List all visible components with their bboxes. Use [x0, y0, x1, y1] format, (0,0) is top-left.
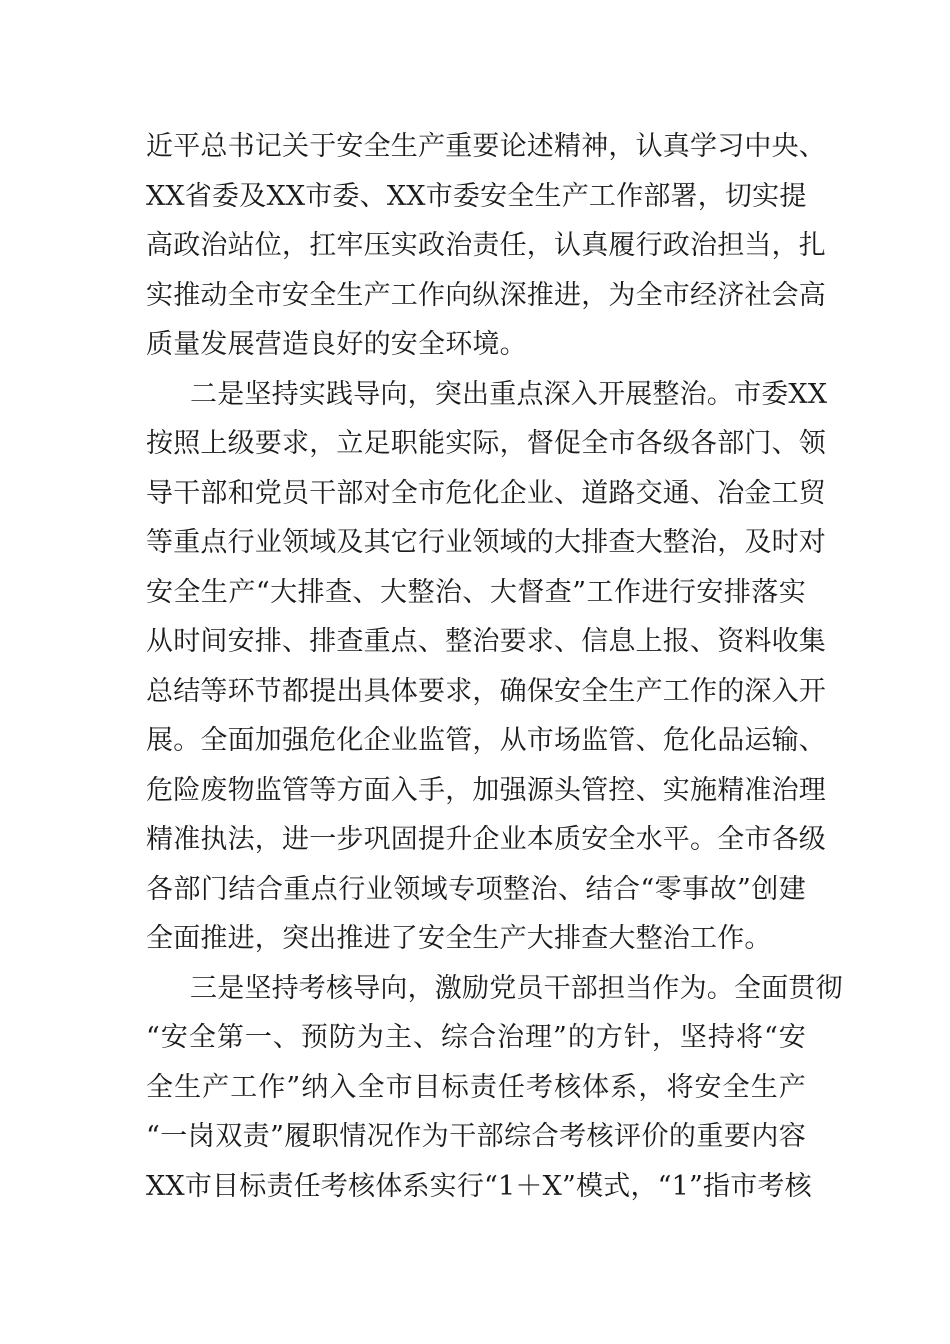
document-body — [146, 122, 843, 1211]
text-line: 安全生产“大排查、大整治、大督查”工作进行安排落实 — [146, 576, 806, 608]
text-line: 按照上级要求，立足职能实际，督促全市各级各部门、领 — [146, 428, 826, 459]
text-line: “一岗双责”履职情况作为干部综合考核评价的重要内容 — [146, 1121, 806, 1152]
text-line: 展。全面加强危化企业监管，从市场监管、危化品运输、 — [146, 725, 826, 756]
text-line: 三是坚持考核导向，激励党员干部担当作为。全面贯彻 — [190, 972, 843, 1004]
text-line: 实推动全市安全生产工作向纵深推进，为全市经济社会高 — [146, 279, 826, 311]
text-line: 二是坚持实践导向，突出重点深入开展整治。市委XX — [190, 378, 828, 410]
text-line: 各部门结合重点行业领域专项整治、结合“零事故”创建 — [146, 873, 806, 905]
text-line: XX省委及XX市委、XX市委安全生产工作部署，切实提 — [146, 180, 807, 212]
text-line: 导干部和党员干部对全市危化企业、道路交通、冶金工贸 — [146, 477, 826, 509]
text-line: 等重点行业领域及其它行业领域的大排查大整治，及时对 — [146, 527, 826, 558]
text-line: 精准执法，进一步巩固提升企业本质安全水平。全市各级 — [146, 824, 826, 855]
text-line: 总结等环节都提出具体要求，确保安全生产工作的深入开 — [146, 675, 826, 707]
text-line: 全生产工作”纳入全市目标责任考核体系，将安全生产 — [146, 1071, 806, 1103]
paragraph-2 — [146, 370, 828, 964]
text-line: 全面推进，突出推进了安全生产大排查大整治工作。 — [146, 923, 772, 954]
text-line: 高政治站位，扛牢压实政治责任，认真履行政治担当，扎 — [146, 230, 826, 261]
paragraph-1 — [146, 122, 826, 370]
text-line: “安全第一、预防为主、综合治理”的方针，坚持将“安 — [146, 1022, 806, 1053]
text-line: XX市目标责任考核体系实行“1＋X”模式，“1”指市考核 — [146, 1170, 812, 1202]
text-line: 危险废物监管等方面入手，加强源头管控、实施精准治理 — [146, 774, 826, 806]
text-line: 近平总书记关于安全生产重要论述精神，认真学习中央、 — [146, 131, 826, 162]
text-line: 质量发展营造良好的安全环境。 — [146, 329, 527, 360]
paragraph-3 — [146, 964, 843, 1212]
text-line: 从时间安排、排查重点、整治要求、信息上报、资料收集 — [146, 626, 826, 657]
